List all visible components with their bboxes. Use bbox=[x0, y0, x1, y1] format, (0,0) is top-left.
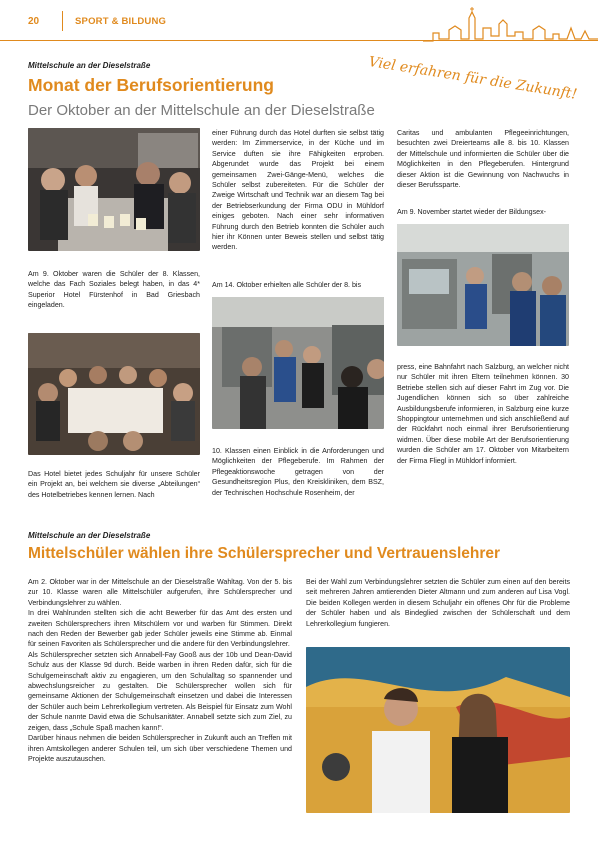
article2-col1-paragraph-1: Am 2. Oktober war in der Mittelschule an der Dieselstraße Wahltag. Von der 5. bis zur 10. Klasse waren alle Mittelschüler aufgerufen, ihre Schülersprecher und Verbindungslehrer zu wählen. bbox=[28, 578, 292, 607]
article2-title: Mittelschüler wählen ihre Schülersprecher und Vertrauenslehrer bbox=[28, 545, 501, 562]
article1-col1-text-b: Das Hotel bietet jedes Schuljahr für unsere Schüler ein Projekt an, bei welchem sie diverse „Abteilungen“ des Hotelbetriebes kennen lernen. Nach bbox=[28, 470, 200, 499]
page-number: 20 bbox=[28, 16, 40, 27]
page-header bbox=[0, 0, 598, 45]
section-label: SPORT & BILDUNG bbox=[75, 16, 167, 27]
article1-kicker: Mittelschule an der Dieselstraße bbox=[28, 61, 151, 70]
photo-odu-factory bbox=[212, 297, 384, 429]
article1-col2-text-c: 10. Klassen einen Einblick in die Anforderungen und Möglichkeiten der Pflegeberufe. Im Rahmen der Pflegeaktionswoche getragen von der Gesundheitsregion Plus, den Kreiskliniken, dem BSZ, der Technischen Hochschule Rosenheim, der bbox=[212, 447, 384, 497]
article1-subtitle: Der Oktober an der Mittelschule an der Dieselstraße bbox=[28, 102, 375, 119]
photo-hotel-kitchen bbox=[28, 128, 200, 251]
town-skyline-icon bbox=[423, 6, 598, 44]
article2-col1 bbox=[28, 577, 292, 764]
article1-col3-text-a: Caritas und ambulanten Pflegeeinrichtungen, besuchten zwei Dreierteams alle 8. bis 10. Klassen der Mittelschule und informierten die Schüler über die Möglichkeiten in den Pflegeberufen. Hintergrund dieser Aktion ist die Gewinnung von Nachwuchs in dieser Berufssparte. bbox=[397, 129, 569, 190]
slogan: Viel erfahren für die Zukunft! bbox=[367, 54, 579, 103]
article1-col1-text-a: Am 9. Oktober waren die Schüler der 8. Klassen, welche das Fach Soziales belegt haben, in das 4* Superior Hotel Fürstenhof in Bad Griesbach eingeladen. bbox=[28, 270, 200, 310]
article1-col2-text-a: einer Führung durch das Hotel durften sie selbst tätig werden: Im Zimmerservice, in der Küche und im Service duften sie ihre Fähigkeiten erproben. Abgerundet wurde das Projekt bei einem gemeinsamen Zwei-Gänge-Menü, welches die Schüler selbst zubereiteten. Für die Schüler der Zweige Wirtschaft und Technik war an diesem Tag bei der Betriebserkundung der Firma ODU in Mühldorf einiges geboten. Nach einer sehr informativen Führung durch den Betrieb konnten die Schüler auch hier ihr Können unter Beweis stellen und selbst tätig werden. bbox=[212, 129, 384, 252]
article2-col2-paragraph-1: Bei der Wahl zum Verbindungslehrer setzten die Schüler zum einen auf den bereits seit mehreren Jahren amtierenden Dieter Altmann und zum anderen auf Lisa Vogl. Die beiden Kollegen werden in diesem Schuljahr ein offenes Ohr für die Probleme der Schüler haben und als Bindeglied zwischen der Schülerschaft und dem Lehrerkollegium fungieren. bbox=[306, 578, 570, 628]
article2-col1-paragraph-3: Als Schülersprecher setzten sich Annabell-Fay Gooß aus der 10b und Dean-David Schulz aus der Klasse 9d durch. Beide warben in ihren Reden dafür, sich für die Schulgemeinschaft aktiv zu engagieren, um den Schulalltag so spannender und abwechslungsreicher zu gestalten. Die Schülersprecher wollen sich für gemeinsame Aktionen der Schulgemeinschaft einsetzen und dabei die Interessen der Schüler auch beim Lehrerkollegium vertreten. Als Beispiel für Einsatz zum Wohl der Schule nannte David etwa die Schulsanitäter. Annabell setzte sich zum Ziel, zu zeigen, dass „Schule Spaß machen kann!“. bbox=[28, 650, 292, 732]
article1-title: Monat der Berufsorientierung bbox=[28, 75, 274, 95]
header-divider bbox=[62, 11, 63, 31]
article1-col3-text-c: press, eine Bahnfahrt nach Salzburg, an welcher nicht nur Schüler mit ihren Eltern teilnehmen können. 30 Betriebe stellen sich auf dieser Fahrt im Zug vor. Die Jugendlichen können sich so über zahlreiche Ausbildungsberufe informieren, in Salzburg eine kurze Shoppingtour unternehmen und sich anschließend auf der Rückfahrt noch einmal ihrer Berufsorientierung widmen. Über diese mobile Art der Berufsorientierung wurden die Schüler am 17. Oktober von Mitarbeitern der Firma Fliegl in Mühldorf informiert. bbox=[397, 363, 569, 465]
article2-kicker: Mittelschule an der Dieselstraße bbox=[28, 531, 151, 540]
article1-col3-text-b: Am 9. November startet wieder der Bildungsex- bbox=[397, 208, 547, 216]
article2-col1-paragraph-4: Darüber hinaus nehmen die beiden Schülersprecher in Zukunft auch an Treffen mit ihren Amtskollegen anderer Schulen teil, um sich über verschiedene Themen und Projekte auszutauschen. bbox=[28, 734, 292, 763]
photo-student-speakers bbox=[306, 647, 570, 813]
article1-col2-text-b: Am 14. Oktober erhielten alle Schüler der 8. bis bbox=[212, 281, 362, 289]
photo-hotel-dining bbox=[28, 333, 200, 455]
photo-fliegl-workshop bbox=[397, 224, 569, 346]
article2-col1-paragraph-2: In drei Wahlrunden stellten sich die acht Bewerber für das Amt des ersten und zweiten Schülersprechers ihren Mitschülern vor und warben für Stimmen. Direkt nach den Reden der Bewerber gab jeder Schüler jeweils eine Stimme ab. Einmal für seinen Favoriten als Schülersprecher und die andere für den Verbindungslehrer. bbox=[28, 609, 292, 649]
